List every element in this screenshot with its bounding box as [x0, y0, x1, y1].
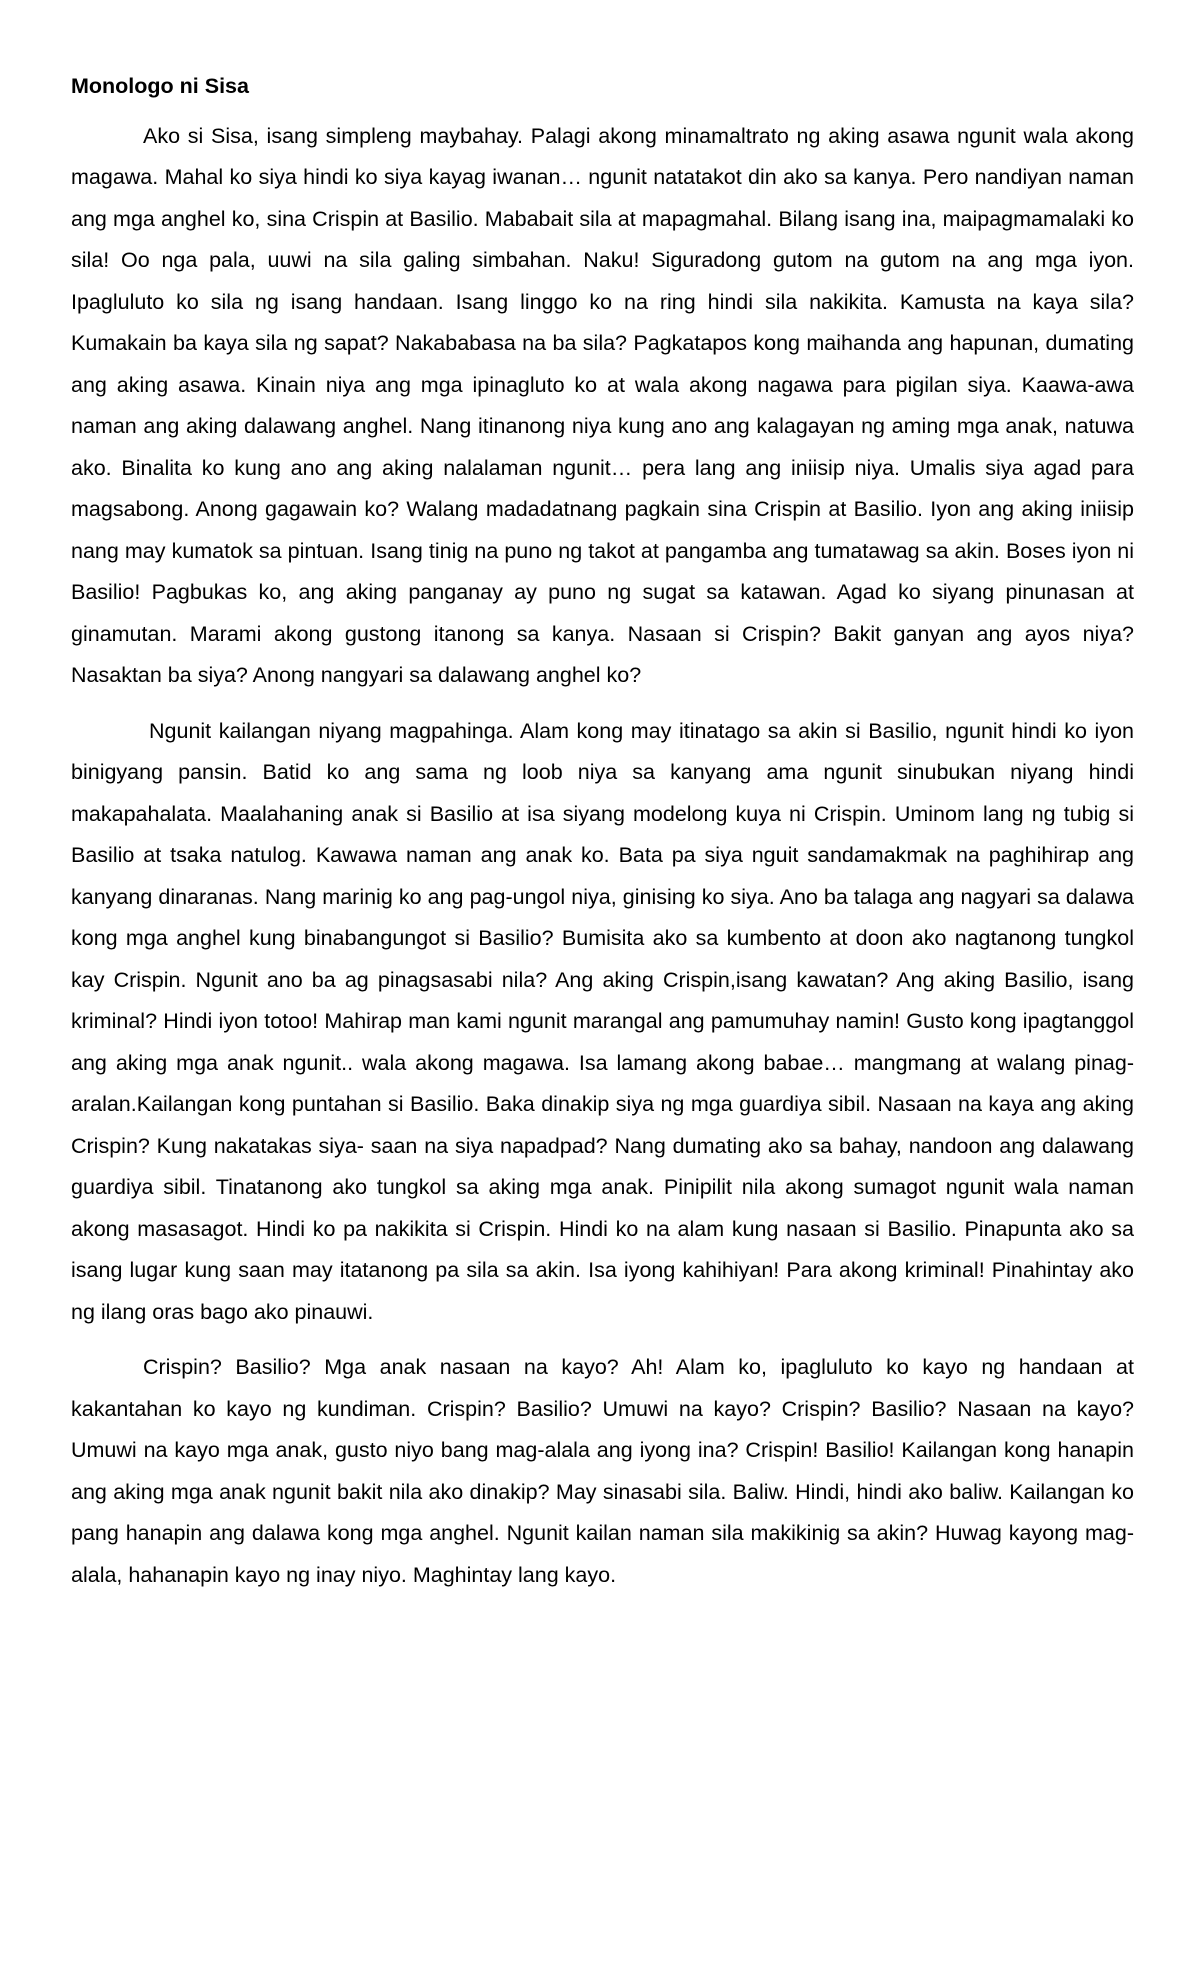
paragraph-1: Ako si Sisa, isang simpleng maybahay. Palagi akong minamaltrato ng aking asawa ngunit wala akong magawa. Mahal ko siya hindi ko siya kayag iwanan… ngunit natatakot din ako sa kanya. Pero nandiyan naman ang mga anghel ko, sina Crispin at Basilio. Mababait sila at mapagmahal. Bilang isang ina, maipagmamalaki ko sila! Oo nga pala, uuwi na sila galing simbahan. Naku! Siguradong gutom na gutom na ang mga iyon. Ipagluluto ko sila ng isang handaan. Isang linggo ko na ring hindi sila nakikita. Kamusta na kaya sila? Kumakain ba kaya sila ng sapat? Nakababasa na ba sila? Pagkatapos kong maihanda ang hapunan, dumating ang aking asawa. Kinain niya ang mga ipinagluto ko at wala akong nagawa para pigilan siya. Kaawa-awa naman ang aking dalawang anghel. Nang itinanong niya kung ano ang kalagayan ng aming mga anak, natuwa ako. Binalita ko kung ano ang aking nalalaman ngunit… pera lang ang iniisip niya. Umalis siya agad para magsabong. Anong gagawain ko? Walang madadatnang pagkain sina Crispin at Basilio. Iyon ang aking iniisip nang may kumatok sa pintuan. Isang tinig na puno ng takot at pangamba ang tumatawag sa akin. Boses iyon ni Basilio! Pagbukas ko, ang aking panganay ay puno ng sugat sa katawan. Agad ko siyang pinunasan at ginamutan. Marami akong gustong itanong sa kanya. Nasaan si Crispin? Bakit ganyan ang ayos niya? Nasaktan ba siya? Anong nangyari sa dalawang anghel ko?	[71, 123, 1134, 687]
paragraph-3: Crispin? Basilio? Mga anak nasaan na kayo? Ah! Alam ko, ipagluluto ko kayo ng handaan at kakantahan ko kayo ng kundiman. Crispin? Basilio? Umuwi na kayo? Crispin? Basilio? Nasaan na kayo? Umuwi na kayo mga anak, gusto niyo bang mag-alala ang iyong ina? Crispin! Basilio! Kailangan kong hanapin ang aking mga anak ngunit bakit nila ako dinakip? May sinasabi sila. Baliw. Hindi, hindi ako baliw. Kailangan ko pang hanapin ang dalawa kong mga anghel. Ngunit kailan naman sila makikinig sa akin? Huwag kayong mag-alala, hahanapin kayo ng inay niyo. Maghintay lang kayo.	[71, 1355, 1134, 1587]
paragraph-2: Ngunit kailangan niyang magpahinga. Alam kong may itinatago sa akin si Basilio, ngunit hindi ko iyon binigyang pansin. Batid ko ang sama ng loob niya sa kanyang ama ngunit sinubukan niyang hindi makapahalata. Maalahaning anak si Basilio at isa siyang modelong kuya ni Crispin. Uminom lang ng tubig si Basilio at tsaka natulog. Kawawa naman ang anak ko. Bata pa siya nguit sandamakmak na paghihirap ang kanyang dinaranas. Nang marinig ko ang pag-ungol niya, ginising ko siya. Ano ba talaga ang nagyari sa dalawa kong mga anghel kung binabangungot si Basilio? Bumisita ako sa kumbento at doon ako nagtanong tungkol kay Crispin. Ngunit ano ba ag pinagsasabi nila? Ang aking Crispin,isang kawatan? Ang aking Basilio, isang kriminal? Hindi iyon totoo! Mahirap man kami ngunit marangal ang pamumuhay namin! Gusto kong ipagtanggol ang aking mga anak ngunit.. wala akong magawa. Isa lamang akong babae… mangmang at walang pinag-aralan.Kailangan kong puntahan si Basilio. Baka dinakip siya ng mga guardiya sibil. Nasaan na kaya ang aking Crispin? Kung nakatakas siya- saan na siya napadpad? Nang dumating ako sa bahay, nandoon ang dalawang guardiya sibil. Tinatanong ako tungkol sa aking mga anak. Pinipilit nila akong sumagot ngunit wala naman akong masasagot. Hindi ko pa nakikita si Crispin. Hindi ko na alam kung nasaan si Basilio. Pinapunta ako sa isang lugar kung saan may itatanong pa sila sa akin. Isa iyong kahihiyan! Para akong kriminal! Pinahintay ako ng ilang oras bago ako pinauwi.	[71, 718, 1134, 1324]
document-title: Monologo ni Sisa	[71, 74, 249, 98]
